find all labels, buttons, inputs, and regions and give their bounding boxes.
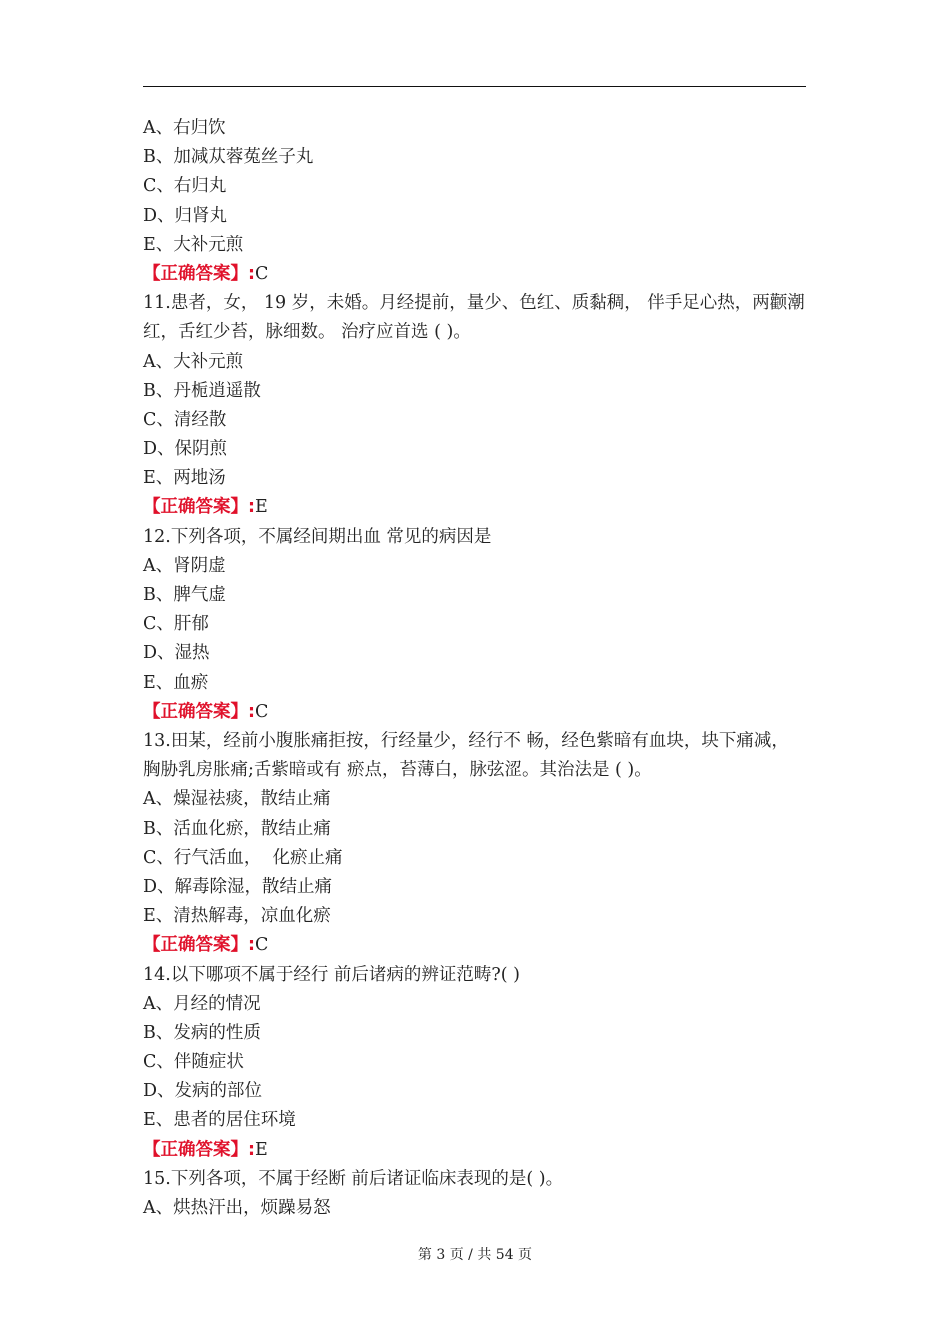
answer-line	[143, 1136, 806, 1165]
option-b: B、脾气虚	[143, 585, 226, 606]
question-text: 11.患者，女， 19 岁，未婚。月经提前，量少、色红、质黏稠， 伴手足心热，两颧潮红，舌红少苔，脉细数。 治疗应首选 ( )。	[143, 293, 805, 343]
option-a: A、燥湿祛痰，散结止痛	[143, 789, 331, 810]
option-c: C、行气活血， 化瘀止痛	[143, 847, 343, 868]
answer-label: 【正确答案】:	[143, 1139, 255, 1160]
answer-line	[143, 698, 806, 727]
option-a: A、月经的情况	[143, 993, 261, 1014]
question-text: 15.下列各项，不属于经断 前后诸证临床表现的是( )。	[143, 1168, 564, 1189]
answer-label: 【正确答案】:	[143, 497, 255, 518]
option-e: E、清热解毒，凉血化瘀	[143, 906, 331, 927]
option-c: C、肝郁	[143, 614, 209, 635]
question-14	[143, 961, 806, 1165]
option-d: D、发病的部位	[143, 1081, 263, 1102]
answer-label: 【正确答案】:	[143, 263, 255, 284]
answer-value: C	[255, 263, 269, 284]
answer-line	[143, 260, 806, 289]
option-b: B、丹栀逍遥散	[143, 380, 261, 401]
option-a: A、大补元煎	[143, 351, 244, 372]
question-text: 14.以下哪项不属于经行 前后诸病的辨证范畴?( )	[143, 964, 520, 985]
option-c: C、伴随症状	[143, 1052, 244, 1073]
question-text: 13.田某，经前小腹胀痛拒按，行经量少，经行不 畅，经色紫暗有血块，块下痛减，胸胁乳房胀痛;舌紫暗或有 瘀点，苔薄白，脉弦涩。其治法是 ( )。	[143, 730, 789, 781]
answer-label: 【正确答案】:	[143, 935, 255, 956]
option-e: E、血瘀	[143, 672, 209, 693]
option-a: A、烘热汗出，烦躁易怒	[143, 1198, 331, 1219]
option-d: D、湿热	[143, 643, 210, 664]
answer-value: C	[255, 935, 269, 956]
question-12	[143, 523, 806, 727]
answer-value: E	[255, 497, 268, 518]
answer-line	[143, 493, 806, 522]
page-content	[143, 114, 806, 1223]
option-c: C、右归丸	[143, 176, 227, 197]
option-e: E、两地汤	[143, 468, 226, 489]
option-b: B、活血化瘀，散结止痛	[143, 818, 331, 839]
option-a: A、右归饮	[143, 118, 226, 138]
answer-value: E	[255, 1139, 268, 1160]
option-b: B、发病的性质	[143, 1022, 261, 1043]
question-13	[143, 727, 806, 961]
header-rule	[143, 86, 806, 87]
page-footer: 第 3 页 / 共 54 页	[417, 1247, 533, 1263]
option-d: D、保阴煎	[143, 439, 228, 460]
prev-question-options	[143, 114, 806, 260]
option-e: E、大补元煎	[143, 234, 244, 255]
answer-line	[143, 931, 806, 960]
option-d: D、归肾丸	[143, 205, 228, 226]
option-c: C、清经散	[143, 409, 227, 430]
answer-value: C	[255, 701, 269, 722]
question-text: 12.下列各项，不属经间期出血 常见的病因是	[143, 526, 492, 547]
question-15	[143, 1165, 806, 1223]
option-a: A、肾阴虚	[143, 555, 226, 576]
option-e: E、患者的居住环境	[143, 1110, 296, 1131]
question-11	[143, 289, 806, 523]
answer-label: 【正确答案】:	[143, 701, 255, 722]
option-d: D、解毒除湿，散结止痛	[143, 876, 333, 897]
option-b: B、加减苁蓉菟丝子丸	[143, 147, 314, 168]
